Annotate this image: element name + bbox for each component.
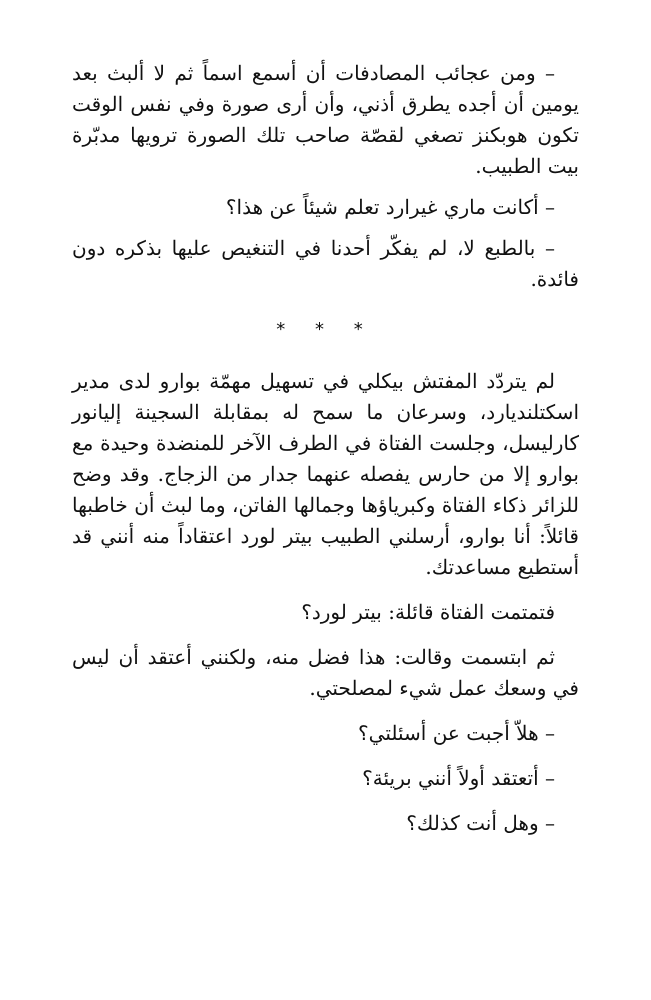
paragraph-inspector-visit: لم يتردّد المفتش بيكلي في تسهيل مهمّة بوارو لدى مدير اسكتلنديارد، وسرعان ما سمح له بمقابلة السجينة إليانور كارليسل، وجلست الفتاة في الطرف الآخر للمنضدة وحيدة مع بوارو إلا من حارس يفصله عنهما جدار من الزجاج. وقد وضح للزائر ذكاء الفتاة وكبرياؤها وجمالها الفاتن، وما لبث أن خاطبها قائلاً: أنا بوارو، أرسلني الطبيب بيتر لورد اعتقاداً منه أنني قد أستطيع مساعدتك. [72, 369, 579, 579]
paragraph-coincidence: – ومن عجائب المصادفات أن أسمع اسماً ثم لا ألبث بعد يومين أن أجده يطرق أذني، وأن أرى صورة وفي نفس الوقت تكون هوبكنز تصغي لقصّة صاحب تلك الصورة ترويها مدبّرة بيت الطبيب. [72, 61, 579, 178]
paragraph-girl-smile: ثم ابتسمت وقالت: هذا فضل منه، ولكنني أعتقد أن ليس في وسعك عمل شيء لمصلحتي. [72, 645, 579, 700]
paragraph-answer-questions: – هلاّ أجبت عن أسئلتي؟ [358, 721, 555, 745]
paragraph-are-you: – وهل أنت كذلك؟ [406, 811, 555, 835]
section-separator: * * * [276, 319, 375, 340]
paragraph-girl-murmur: فتمتمت الفتاة قائلة: بيتر لورد؟ [301, 600, 555, 624]
paragraph-think-innocent: – أتعتقد أولاً أنني بريئة؟ [362, 766, 555, 790]
paragraph-question-mary: – أكانت ماري غيرارد تعلم شيئاً عن هذا؟ [225, 195, 555, 219]
paragraph-answer-no: – بالطبع لا، لم يفكّر أحدنا في التنغيص عليها بذكره دون فائدة. [72, 236, 579, 291]
